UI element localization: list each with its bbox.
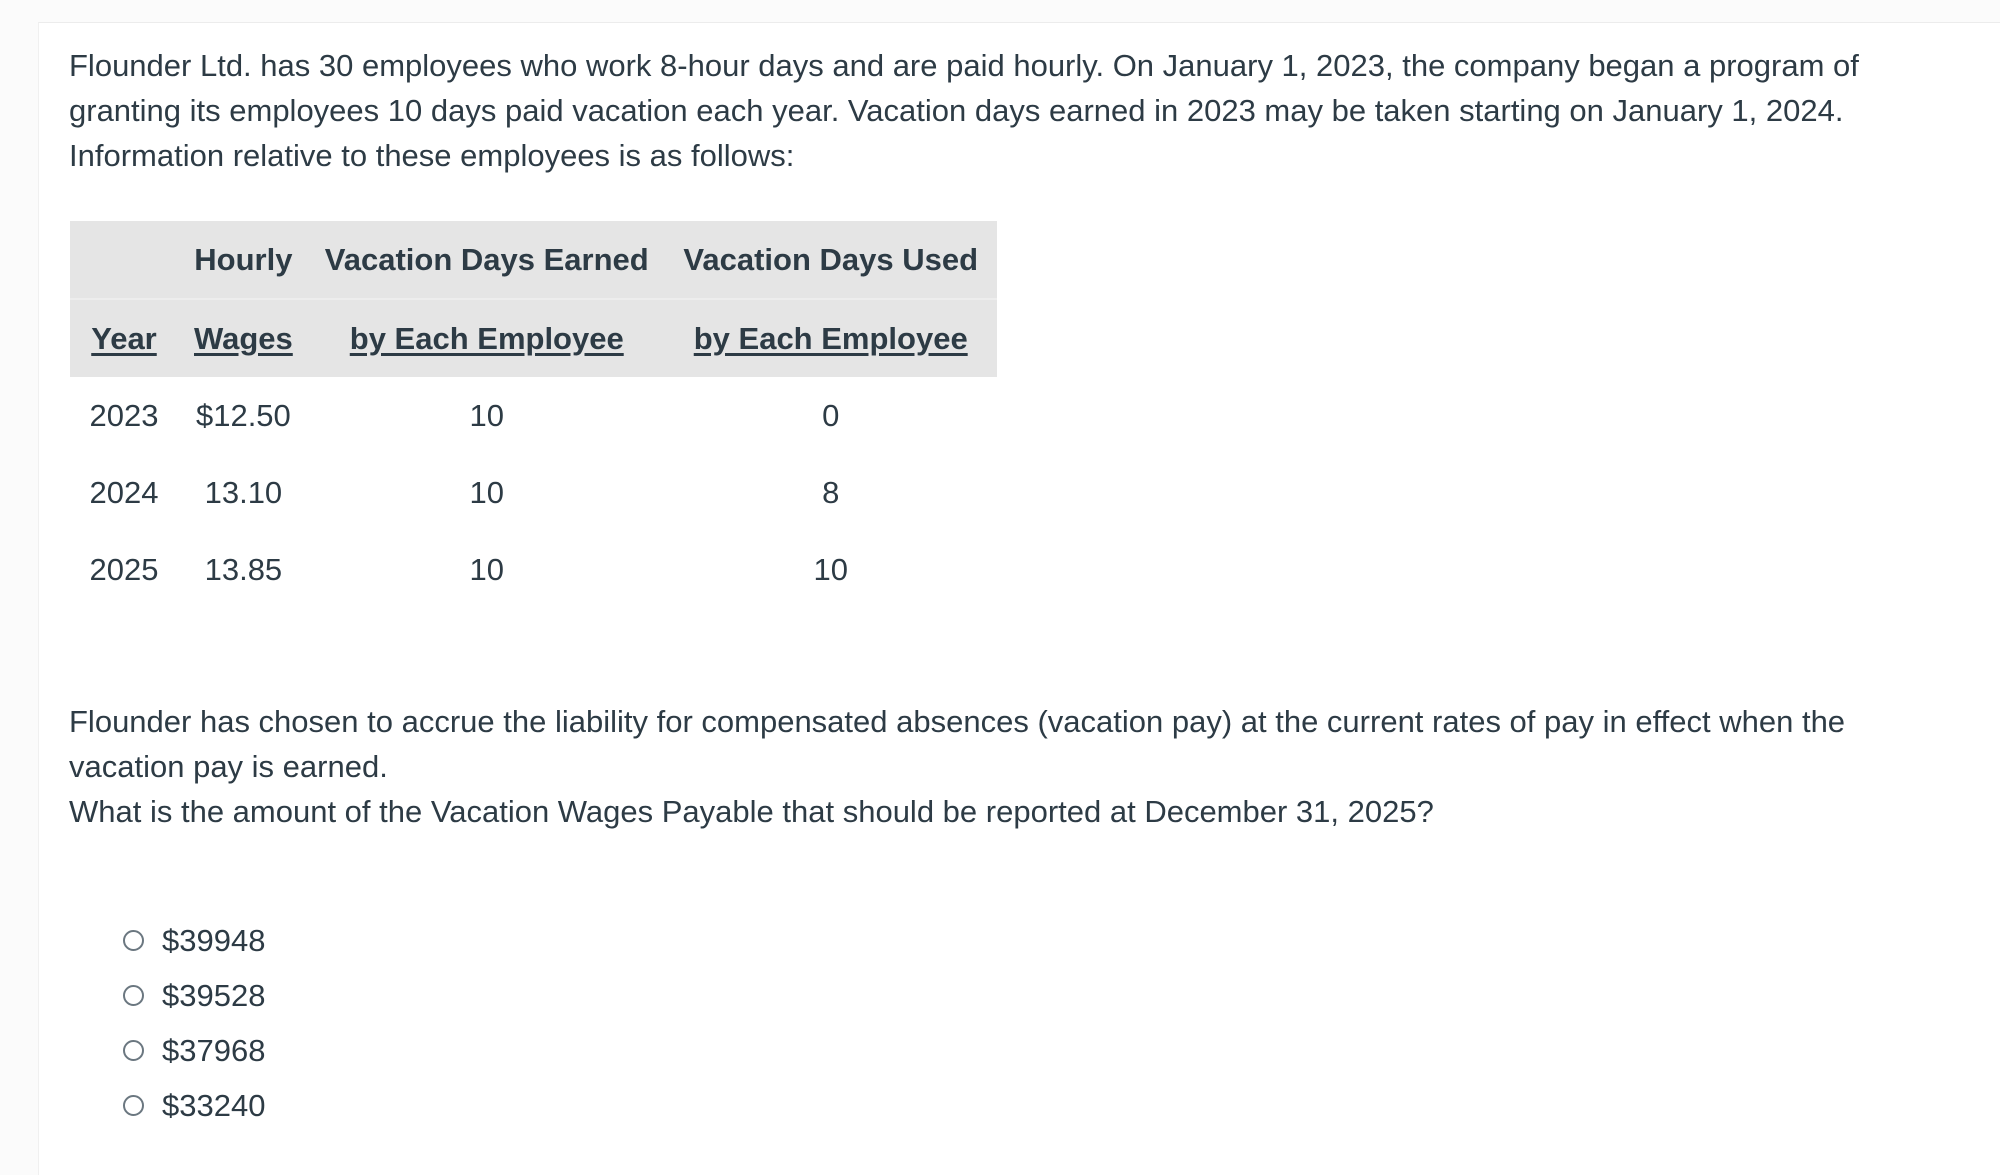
cell-year: 2023	[89, 397, 159, 433]
header-used-top: Vacation Days Used	[665, 221, 997, 299]
question-card	[38, 22, 2000, 1175]
cell-year: 2024	[89, 474, 159, 510]
cell-wages: $12.50	[195, 397, 291, 433]
cell-earned: 10	[469, 551, 504, 587]
cell-used: 10	[813, 551, 848, 587]
answer-option-label: $39528	[162, 977, 266, 1013]
radio-button-icon[interactable]	[123, 1095, 144, 1116]
answer-option-3[interactable]	[123, 1023, 265, 1078]
answer-option-label: $37968	[162, 1032, 266, 1068]
cell-year: 2025	[89, 551, 159, 587]
table-header-row-bottom	[70, 299, 997, 377]
question-prompt: What is the amount of the Vacation Wages Payable that should be reported at December 31, 2025?	[69, 794, 1434, 829]
question-text	[69, 699, 1969, 834]
answer-option-label: $39948	[162, 922, 266, 958]
table-header-row-top	[70, 221, 997, 299]
answer-options	[123, 913, 265, 1133]
header-year: Year	[91, 320, 157, 356]
question-policy: Flounder has chosen to accrue the liability for compensated absences (vacation pay) at the current rates of pay in effect when the vacation pay is earned.	[69, 704, 1846, 784]
header-wages-top: Hourly	[178, 221, 309, 299]
answer-option-label: $33240	[162, 1087, 266, 1123]
cell-earned: 10	[469, 474, 504, 510]
question-intro: Flounder Ltd. has 30 employees who work 8-hour days and are paid hourly. On January 1, 2023, the company began a program of granting its employees 10 days paid vacation each year. Vacation days earned in 2023 may be taken starting on January 1, 2024. Information relative to these employees is as follows:	[69, 48, 1859, 173]
radio-button-icon[interactable]	[123, 985, 144, 1006]
header-wages: Wages	[194, 320, 293, 356]
header-year-top	[70, 221, 178, 299]
header-used: by Each Employee	[693, 320, 968, 356]
cell-wages: 13.85	[204, 551, 283, 587]
header-earned-top: Vacation Days Earned	[309, 221, 665, 299]
cell-earned: 10	[469, 397, 504, 433]
employee-info-table	[70, 221, 997, 608]
answer-option-1[interactable]	[123, 913, 265, 968]
table-row	[70, 531, 997, 608]
radio-button-icon[interactable]	[123, 1040, 144, 1061]
radio-button-icon[interactable]	[123, 930, 144, 951]
answer-option-2[interactable]	[123, 968, 265, 1023]
table-row	[70, 377, 997, 454]
answer-option-4[interactable]	[123, 1078, 265, 1133]
cell-used: 0	[822, 397, 840, 433]
cell-used: 8	[822, 474, 840, 510]
table-row	[70, 454, 997, 531]
cell-wages: 13.10	[204, 474, 283, 510]
header-earned: by Each Employee	[349, 320, 624, 356]
